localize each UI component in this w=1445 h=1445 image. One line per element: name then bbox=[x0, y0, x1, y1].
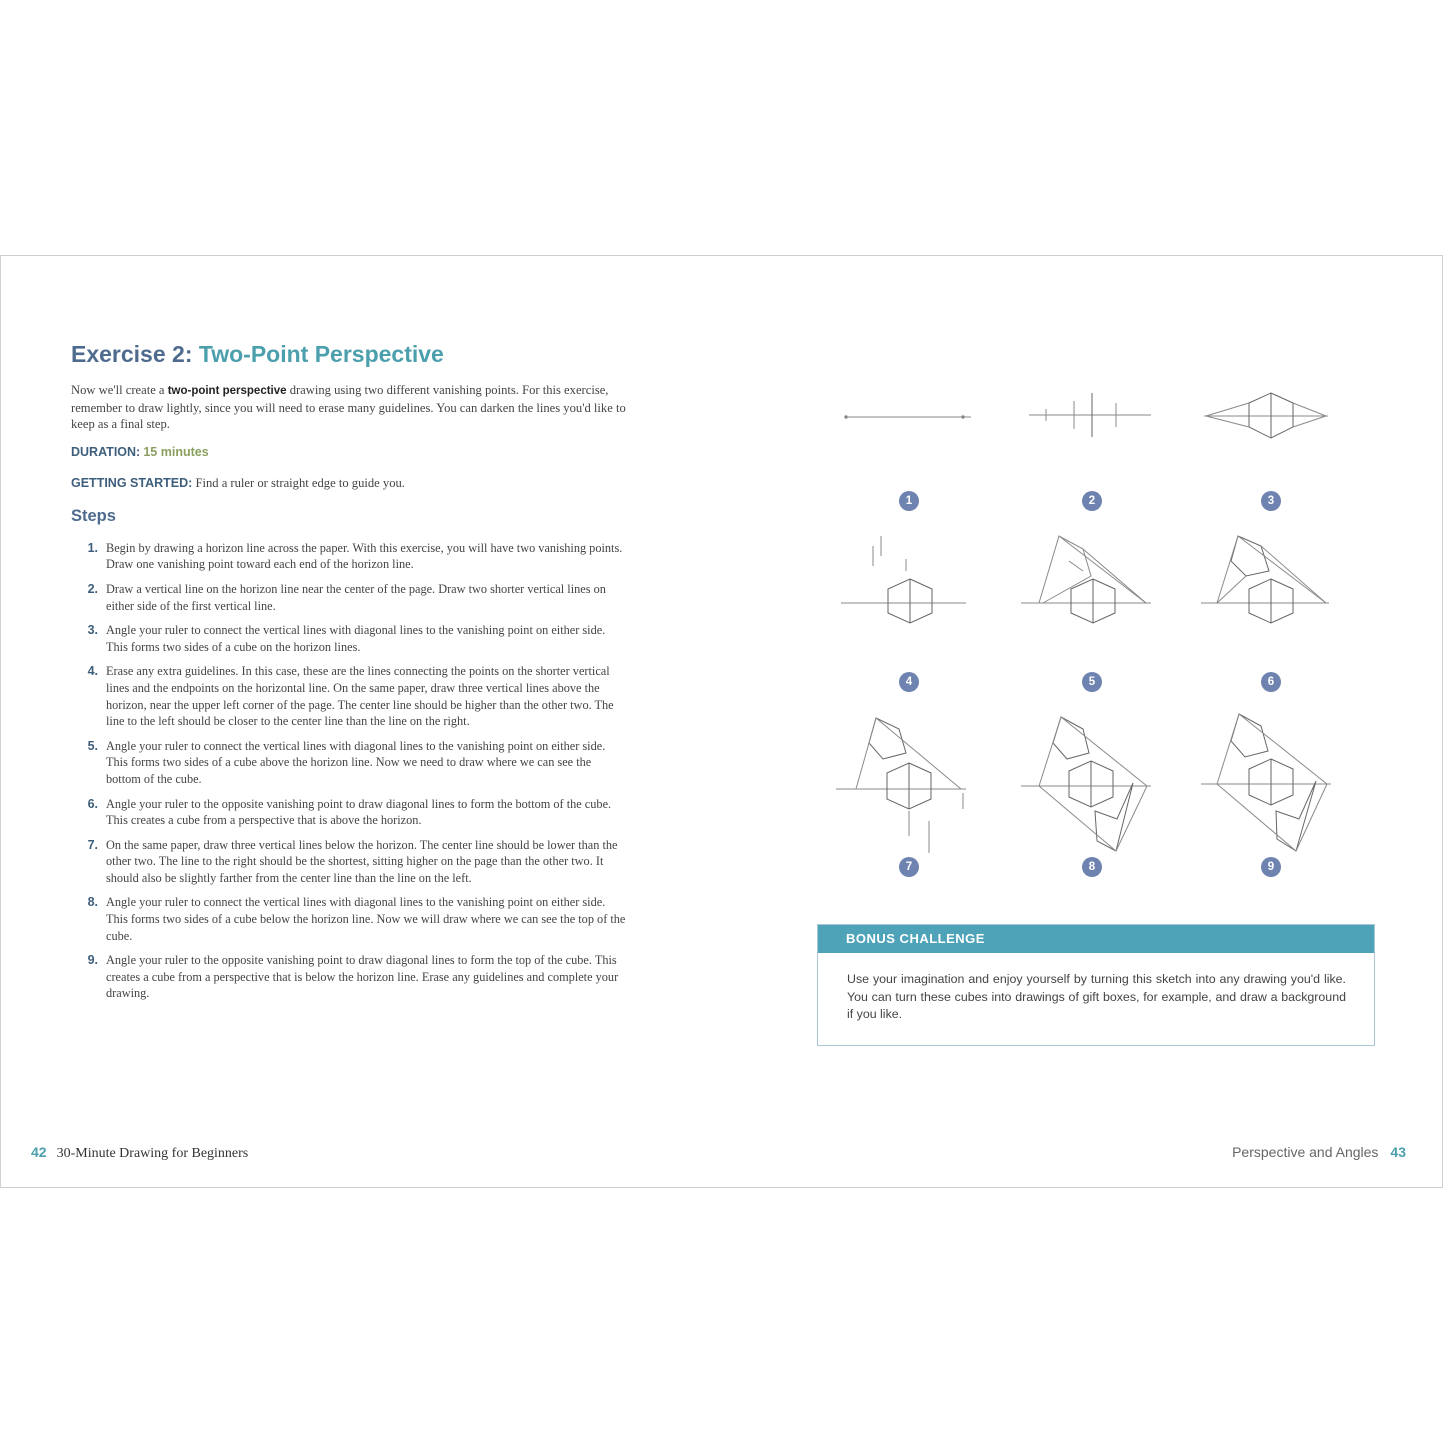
left-page-number: 42 bbox=[31, 1144, 47, 1160]
step-number: 2. bbox=[87, 581, 98, 596]
intro-bold-term: two-point perspective bbox=[167, 385, 287, 397]
sketch-step-4 bbox=[841, 536, 966, 623]
step-text: Draw a vertical line on the horizon line near the center of the page. Draw two shorter vertical lines on either side of the first vertical line. bbox=[106, 581, 606, 613]
step-number: 4. bbox=[87, 664, 98, 679]
sketch-step-3 bbox=[1204, 393, 1328, 438]
sketch-step-9 bbox=[1201, 714, 1331, 851]
step-item bbox=[71, 894, 626, 944]
getting-started-line bbox=[71, 476, 631, 491]
sketch-step-7 bbox=[836, 718, 966, 853]
getting-started-label: GETTING STARTED: bbox=[71, 475, 193, 490]
step-text: Angle your ruler to connect the vertical lines with diagonal lines to the vanishing point on either side. This forms two sides of a cube below the horizon line. Now we will draw where we can see the top of the cube. bbox=[106, 895, 626, 943]
step-text: Angle your ruler to the opposite vanishing point to draw diagonal lines to form the top of the cube. This creates a cube from a perspective that is below the horizon line. Erase any guidelines and complete your drawing. bbox=[106, 953, 619, 1001]
step-text: Erase any extra guidelines. In this case, these are the lines connecting the points on the shorter vertical lines and the endpoints on the horizontal line. On the same paper, draw three vertical lines above the horizon, near the upper left corner of the page. The center line should be higher than the other two. The line to the left should be closer to the center line than the line on the right. bbox=[106, 664, 614, 729]
steps-list bbox=[71, 540, 631, 1002]
duration-value: 15 minutes bbox=[143, 444, 209, 459]
sketch-step-8 bbox=[1021, 717, 1151, 851]
figure-badge-8: 8 bbox=[1082, 857, 1102, 877]
step-text: Angle your ruler to connect the vertical lines with diagonal lines to the vanishing point on either side. This forms two sides of a cube above the horizon line. Now we need to draw where we can see the bottom of the cube. bbox=[106, 738, 606, 786]
step-text: Begin by drawing a horizon line across the paper. With this exercise, you will have two vanishing points. Draw one vanishing point toward each end of the horizon line. bbox=[106, 540, 623, 572]
sketch-step-1 bbox=[845, 416, 971, 418]
step-item bbox=[71, 663, 626, 729]
figure-badge-2: 2 bbox=[1082, 491, 1102, 511]
section-title: Perspective and Angles bbox=[1232, 1144, 1379, 1160]
figure-badge-6: 6 bbox=[1261, 672, 1281, 692]
figure-badge-5: 5 bbox=[1082, 672, 1102, 692]
exercise-number: Exercise 2: bbox=[71, 341, 193, 367]
steps-heading: Steps bbox=[71, 506, 116, 525]
step-text: On the same paper, draw three vertical lines below the horizon. The center line should be lower than the other two. The line to the right should be the shortest, sitting higher on the page than the other two. It should also be slightly farther from the center line than the line on the left. bbox=[106, 837, 618, 885]
intro-paragraph: Now we'll create a two-point perspective drawing using two different vanishing points. For this exercise, remember to draw lightly, since you will need to erase many guidelines. You can darken the lines you'd like to keep as a final step. bbox=[71, 383, 626, 432]
perspective-step-illustrations bbox=[821, 381, 1361, 881]
book-title: 30-Minute Drawing for Beginners bbox=[56, 1146, 249, 1161]
figure-badge-9: 9 bbox=[1261, 857, 1281, 877]
step-item bbox=[71, 581, 626, 614]
step-item bbox=[71, 837, 626, 887]
footer-right bbox=[1232, 1144, 1406, 1160]
sketch-step-5 bbox=[1021, 536, 1151, 623]
step-number: 7. bbox=[87, 837, 98, 852]
step-item bbox=[71, 738, 626, 788]
duration-label: DURATION: bbox=[71, 444, 141, 459]
right-page-number: 43 bbox=[1390, 1144, 1406, 1160]
left-page bbox=[71, 341, 631, 1010]
figure-badge-1: 1 bbox=[899, 491, 919, 511]
step-number: 6. bbox=[87, 796, 98, 811]
book-spread bbox=[0, 255, 1443, 1188]
bonus-challenge-text: Use your imagination and enjoy yourself by turning this sketch into any drawing you'd like. You can turn these cubes into drawings of gift boxes, for example, and draw a background if you like. bbox=[847, 972, 1346, 1021]
figure-badge-3: 3 bbox=[1261, 491, 1281, 511]
step-item bbox=[71, 796, 626, 829]
step-item bbox=[71, 622, 626, 655]
step-text: Angle your ruler to the opposite vanishing point to draw diagonal lines to form the bottom of the cube. This creates a cube from a perspective that is above the horizon. bbox=[106, 796, 612, 828]
sketch-step-2 bbox=[1029, 393, 1151, 437]
step-text: Angle your ruler to connect the vertical lines with diagonal lines to the vanishing point on either side. This forms two sides of a cube on the horizon lines. bbox=[106, 623, 606, 654]
step-number: 1. bbox=[87, 540, 98, 555]
step-number: 8. bbox=[87, 895, 98, 910]
bonus-challenge-box bbox=[817, 924, 1375, 1046]
step-item bbox=[71, 540, 626, 573]
exercise-title bbox=[71, 341, 631, 368]
step-number: 9. bbox=[87, 953, 98, 968]
bonus-challenge-heading: BONUS CHALLENGE bbox=[818, 925, 1374, 953]
footer-left bbox=[31, 1144, 248, 1162]
sketch-step-6 bbox=[1201, 536, 1329, 623]
figure-badge-7: 7 bbox=[899, 857, 919, 877]
step-number: 5. bbox=[87, 738, 98, 753]
step-number: 3. bbox=[87, 623, 98, 638]
duration-line bbox=[71, 445, 631, 460]
step-item bbox=[71, 952, 626, 1002]
getting-started-text: Find a ruler or straight edge to guide you. bbox=[192, 475, 405, 490]
sketch-grid bbox=[821, 381, 1361, 881]
figure-badge-4: 4 bbox=[899, 672, 919, 692]
exercise-name: Two-Point Perspective bbox=[198, 341, 444, 367]
